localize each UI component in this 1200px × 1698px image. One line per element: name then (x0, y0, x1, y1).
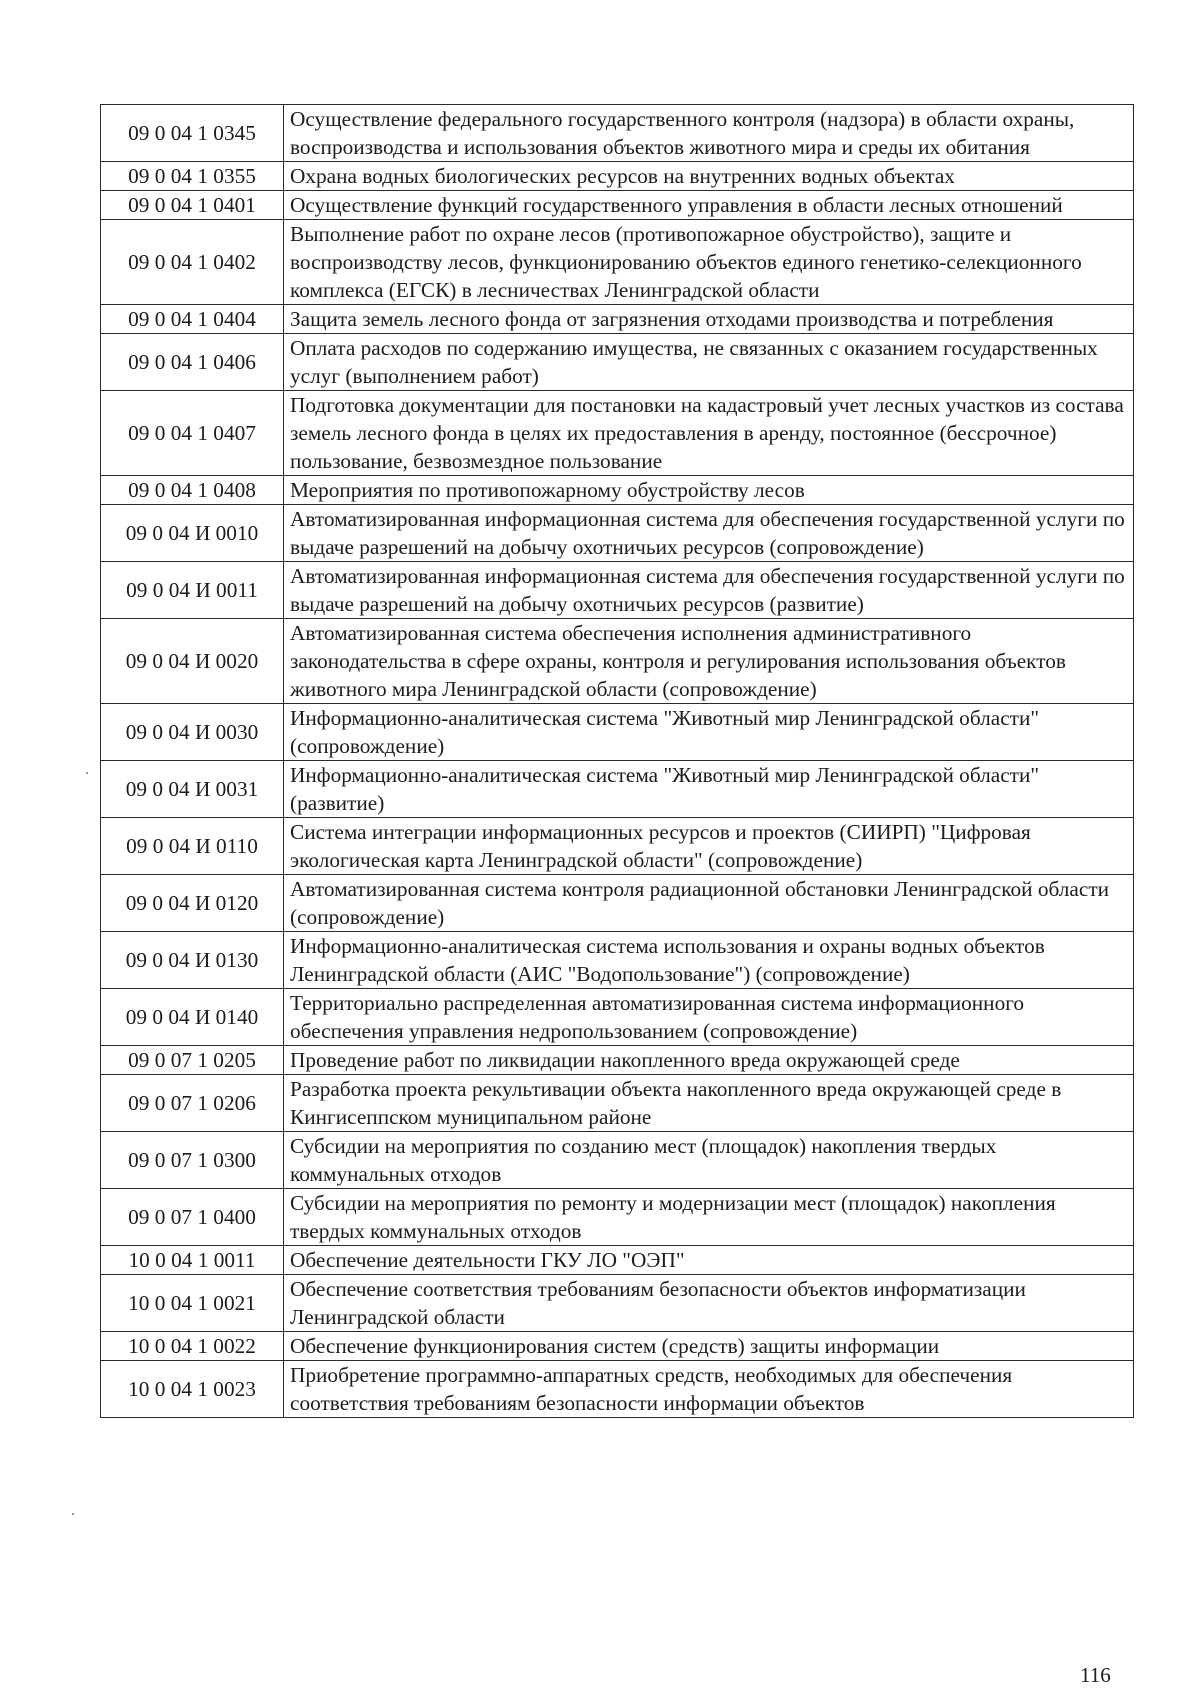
row-description: Автоматизированная информационная система для обеспечения государственной услуги по выдаче разрешений на добычу охотничьих ресурсов (развитие) (284, 562, 1134, 619)
row-description: Обеспечение соответствия требованиям безопасности объектов информатизации Ленинградской области (284, 1275, 1134, 1332)
row-code: 09 0 04 1 0407 (101, 391, 284, 476)
row-code: 09 0 04 И 0010 (101, 505, 284, 562)
row-code: 09 0 04 1 0401 (101, 191, 284, 220)
row-code: 09 0 07 1 0205 (101, 1046, 284, 1075)
table-row (101, 875, 1134, 932)
table-row (101, 818, 1134, 875)
table-row (101, 334, 1134, 391)
table-row (101, 191, 1134, 220)
table-row (101, 704, 1134, 761)
row-description: Субсидии на мероприятия по ремонту и модернизации мест (площадок) накопления твердых коммунальных отходов (284, 1189, 1134, 1246)
table-row (101, 932, 1134, 989)
row-description: Защита земель лесного фонда от загрязнения отходами производства и потребления (284, 305, 1134, 334)
row-description: Обеспечение деятельности ГКУ ЛО "ОЭП" (284, 1246, 1134, 1275)
row-code: 09 0 04 1 0408 (101, 476, 284, 505)
table-row (101, 1361, 1134, 1418)
row-description: Обеспечение функционирования систем (средств) защиты информации (284, 1332, 1134, 1361)
table-row (101, 989, 1134, 1046)
table-row (101, 505, 1134, 562)
table-row (101, 1046, 1134, 1075)
table-body (101, 105, 1134, 1418)
row-description: Автоматизированная система контроля радиационной обстановки Ленинградской области (сопровождение) (284, 875, 1134, 932)
row-description: Оплата расходов по содержанию имущества, не связанных с оказанием государственных услуг (выполнением работ) (284, 334, 1134, 391)
row-description: Автоматизированная информационная система для обеспечения государственной услуги по выдаче разрешений на добычу охотничьих ресурсов (сопровождение) (284, 505, 1134, 562)
row-description: Охрана водных биологических ресурсов на внутренних водных объектах (284, 162, 1134, 191)
table-row (101, 1275, 1134, 1332)
page-number: 116 (1080, 1663, 1111, 1687)
row-description: Приобретение программно-аппаратных средств, необходимых для обеспечения соответствия требованиям безопасности информации объектов (284, 1361, 1134, 1418)
row-code: 09 0 04 1 0355 (101, 162, 284, 191)
row-code: 09 0 04 И 0031 (101, 761, 284, 818)
row-code: 09 0 07 1 0400 (101, 1189, 284, 1246)
row-description: Система интеграции информационных ресурсов и проектов (СИИРП) "Цифровая экологическая карта Ленинградской области" (сопровождение) (284, 818, 1134, 875)
row-code: 10 0 04 1 0011 (101, 1246, 284, 1275)
row-description: Подготовка документации для постановки на кадастровый учет лесных участков из состава земель лесного фонда в целях их предоставления в аренду, постоянное (бессрочное) пользование, безвозмездное пользование (284, 391, 1134, 476)
row-description: Мероприятия по противопожарному обустройству лесов (284, 476, 1134, 505)
row-description: Проведение работ по ликвидации накопленного вреда окружающей среде (284, 1046, 1134, 1075)
row-code: 10 0 04 1 0021 (101, 1275, 284, 1332)
row-description: Разработка проекта рекультивации объекта накопленного вреда окружающей среде в Кингисеппском муниципальном районе (284, 1075, 1134, 1132)
row-description: Информационно-аналитическая система "Животный мир Ленинградской области" (сопровождение) (284, 704, 1134, 761)
row-description: Территориально распределенная автоматизированная система информационного обеспечения управления недропользованием (сопровождение) (284, 989, 1134, 1046)
table-row (101, 476, 1134, 505)
row-code: 09 0 04 1 0345 (101, 105, 284, 162)
table-row (101, 1246, 1134, 1275)
table-row (101, 1189, 1134, 1246)
table-row (101, 162, 1134, 191)
row-description: Информационно-аналитическая система "Животный мир Ленинградской области" (развитие) (284, 761, 1134, 818)
scan-speck (72, 1513, 74, 1515)
scan-speck (86, 772, 88, 774)
row-code: 09 0 04 И 0130 (101, 932, 284, 989)
row-description: Информационно-аналитическая система использования и охраны водных объектов Ленинградской области (АИС "Водопользование") (сопровождение) (284, 932, 1134, 989)
table-row (101, 305, 1134, 334)
row-code: 09 0 07 1 0206 (101, 1075, 284, 1132)
row-code: 10 0 04 1 0022 (101, 1332, 284, 1361)
row-code: 09 0 04 И 0011 (101, 562, 284, 619)
table-row (101, 391, 1134, 476)
row-code: 09 0 04 И 0120 (101, 875, 284, 932)
row-description: Субсидии на мероприятия по созданию мест (площадок) накопления твердых коммунальных отходов (284, 1132, 1134, 1189)
budget-code-table (100, 104, 1134, 1418)
row-code: 09 0 04 1 0402 (101, 220, 284, 305)
row-code: 09 0 07 1 0300 (101, 1132, 284, 1189)
row-description: Осуществление функций государственного управления в области лесных отношений (284, 191, 1134, 220)
table-row (101, 619, 1134, 704)
row-code: 10 0 04 1 0023 (101, 1361, 284, 1418)
table-row (101, 220, 1134, 305)
row-code: 09 0 04 И 0020 (101, 619, 284, 704)
table-row (101, 1075, 1134, 1132)
row-description: Выполнение работ по охране лесов (противопожарное обустройство), защите и воспроизводству лесов, функционированию объектов единого генетико-селекционного комплекса (ЕГСК) в лесничествах Ленинградской области (284, 220, 1134, 305)
row-code: 09 0 04 И 0030 (101, 704, 284, 761)
table-row (101, 562, 1134, 619)
row-code: 09 0 04 И 0110 (101, 818, 284, 875)
row-description: Осуществление федерального государственного контроля (надзора) в области охраны, воспроизводства и использования объектов животного мира и среды их обитания (284, 105, 1134, 162)
table-row (101, 105, 1134, 162)
table-row (101, 761, 1134, 818)
row-code: 09 0 04 1 0404 (101, 305, 284, 334)
row-code: 09 0 04 1 0406 (101, 334, 284, 391)
row-code: 09 0 04 И 0140 (101, 989, 284, 1046)
table-row (101, 1332, 1134, 1361)
table-row (101, 1132, 1134, 1189)
row-description: Автоматизированная система обеспечения исполнения административного законодательства в сфере охраны, контроля и регулирования использования объектов животного мира Ленинградской области (сопровождение) (284, 619, 1134, 704)
